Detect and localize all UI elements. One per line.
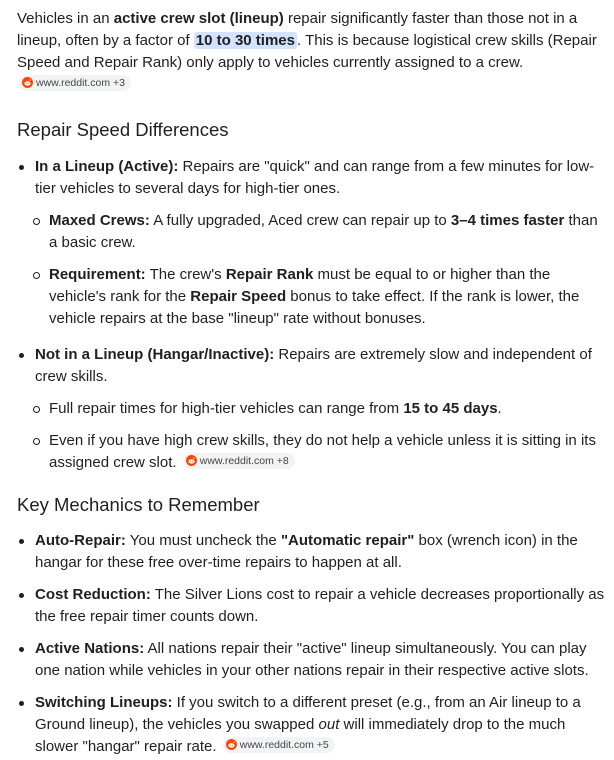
list-item-auto-repair	[17, 530, 606, 574]
section-heading-repair-speed: Repair Speed Differences	[17, 119, 229, 140]
source-chip-reddit[interactable]	[183, 453, 295, 469]
section-heading-key-mechanics: Key Mechanics to Remember	[17, 494, 260, 515]
item-text: Even if you have high crew skills, they do not help a vehicle unless it is sitting in its assigned crew slot.	[49, 432, 596, 471]
item-text: .	[497, 400, 502, 417]
intro-paragraph	[17, 8, 606, 96]
list-item-active-nations	[17, 638, 606, 682]
source-chip-label: www.reddit.com +8	[199, 454, 289, 467]
repair-speed-list	[17, 156, 606, 200]
repair-speed-list-2	[17, 344, 606, 388]
item-text: The Silver Lions cost to repair a vehicle decreases proportionally as the free repair timer counts down.	[35, 586, 605, 625]
item-bold: 3–4 times faster	[450, 212, 565, 229]
hangar-sublist	[17, 398, 606, 474]
intro-bold-active-crew: active crew slot (lineup)	[113, 10, 284, 27]
source-chip-label: www.reddit.com +5	[239, 738, 329, 751]
item-bold: "Automatic repair"	[280, 532, 415, 549]
list-item-lineup	[17, 156, 606, 200]
sublist-item-full-repair	[17, 398, 606, 420]
item-text: box (wrench icon) in the hangar for these free over-time repairs to happen at all.	[35, 532, 578, 571]
item-label: Cost Reduction:	[35, 586, 151, 603]
item-text: The crew's	[145, 266, 226, 283]
item-label: In a Lineup (Active):	[35, 158, 179, 175]
item-text: Repairs are "quick" and can range from a few minutes for low-tier vehicles to several days for high-tier ones.	[35, 158, 595, 197]
list-item-cost-reduction	[17, 584, 606, 628]
reddit-icon	[186, 455, 197, 466]
item-label: Auto-Repair:	[35, 532, 126, 549]
reddit-icon	[226, 739, 237, 750]
item-label: Maxed Crews:	[49, 212, 150, 229]
highlighted-factor: 10 to 30 times	[195, 32, 295, 49]
item-text: Full repair times for high-tier vehicles can range from	[49, 400, 404, 417]
item-text: Repairs are extremely slow and independent of crew skills.	[35, 346, 592, 385]
item-text: than a basic crew.	[49, 212, 598, 251]
item-label: Active Nations:	[35, 640, 145, 657]
item-text: A fully upgraded, Aced crew can repair up to	[149, 212, 451, 229]
item-text: must be equal to or higher than the vehicle's rank for the	[49, 266, 551, 305]
item-text: bonus to take effect. If the rank is lower, the vehicle repairs at the base "lineup" rate without bonuses.	[49, 288, 580, 327]
intro-text: repair significantly faster than those not in a lineup, often by a factor of	[17, 10, 578, 49]
sublist-item-crew-skills	[17, 430, 606, 474]
list-item-switching-lineups	[17, 692, 606, 758]
source-chip-reddit[interactable]	[223, 737, 335, 753]
lineup-sublist	[17, 210, 606, 330]
source-chip-label: www.reddit.com +3	[36, 76, 125, 89]
item-text: You must uncheck the	[125, 532, 281, 549]
item-bold: Repair Speed	[190, 288, 287, 305]
sublist-item-requirement	[17, 264, 606, 330]
item-emphasis: out	[318, 716, 340, 733]
item-bold: 15 to 45 days	[403, 400, 498, 417]
item-bold: Repair Rank	[225, 266, 314, 283]
item-label: Not in a Lineup (Hangar/Inactive):	[35, 346, 275, 363]
item-label: Requirement:	[49, 266, 146, 283]
intro-text: Vehicles in an	[17, 10, 114, 27]
item-text: will immediately drop to the much slower "hangar" repair rate.	[35, 716, 566, 755]
intro-text: . This is because logistical crew skills (Repair Speed and Repair Rank) only apply to vehicles currently assigned to a crew.	[17, 32, 597, 71]
reddit-icon	[22, 77, 33, 88]
item-text: If you switch to a different preset (e.g., from an Air lineup to a Ground lineup), the vehicles you swapped	[35, 694, 581, 733]
key-mechanics-list	[17, 530, 606, 758]
item-label: Switching Lineups:	[35, 694, 173, 711]
sublist-item-maxed-crews	[17, 210, 606, 254]
source-chip-reddit[interactable]	[19, 75, 131, 91]
item-text: All nations repair their "active" lineup simultaneously. You can play one nation while vehicles in your other nations repair in their respective active slots.	[35, 640, 589, 679]
list-item-hangar	[17, 344, 606, 388]
